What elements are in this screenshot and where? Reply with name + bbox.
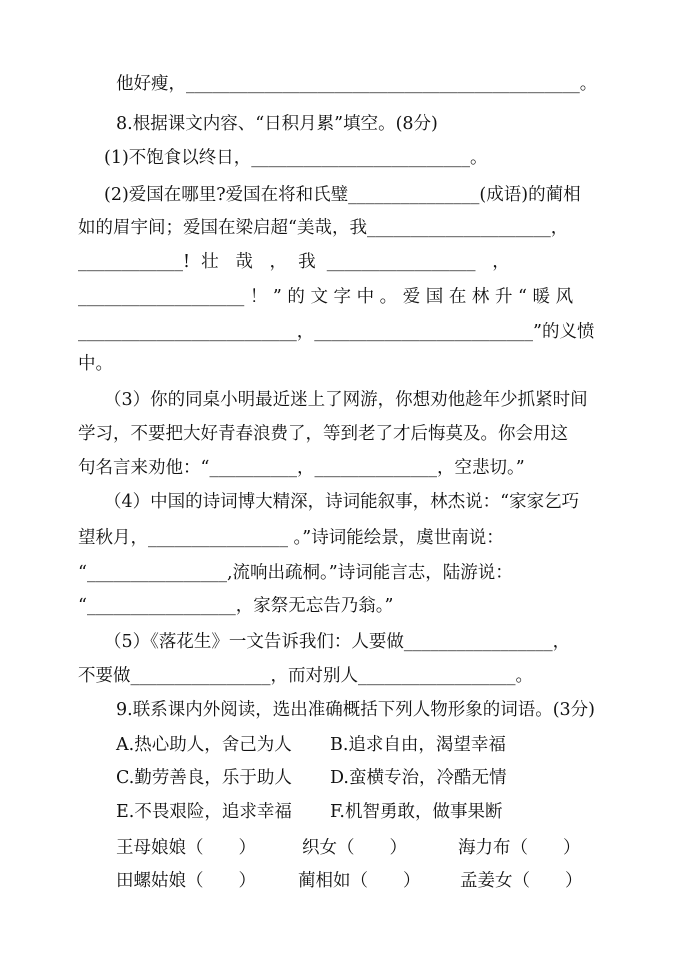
text-line: 中。 [78,354,113,374]
text-line: ___________________ ！ ” 的 文 字 中 。 爱 国 在 林 升 “ 暖 风 [78,287,574,307]
match-linxiangru: 蔺相如（ ） [298,871,421,891]
text-line: 学习，不要把大好青春浪费了，等到老了才后悔莫及。你会用这 [78,424,568,444]
match-tianluo: 田螺姑娘（ ） [116,871,256,891]
option-d: D.蛮横专治，冷酷无情 [330,768,507,788]
text-line: 不要做________________，而对别人__________________。 [78,666,533,686]
match-hailibu: 海力布（ ） [458,838,581,858]
text-line: “_________________，家祭无忘告乃翁。” [78,596,394,616]
question-9-heading: 9.联系课内外阅读，选出准确概括下列人物形象的词语。(3分) [116,700,595,720]
option-f: F.机智勇敢，做事果断 [330,802,503,822]
option-c: C.勤劳善良，乐于助人 [116,768,292,788]
text-line: “________________,流响出疏桐。”诗词能言志，陆游说： [78,563,513,583]
text-line: 句名言来劝他：“__________，______________，空悲切。” [78,458,525,478]
text-line: （5）《落花生》一文告诉我们：人要做_________________， [104,632,571,652]
match-zhinv: 织女（ ） [302,838,407,858]
text-line: 他好瘦，_____________________________________________。 [116,74,598,94]
text-line: （4）中国的诗词博大精深，诗词能叙事，林杰说：“家家乞巧 [104,492,580,512]
text-line: (1)不饱食以终日，_________________________。 [104,148,488,168]
question-8-heading: 8.根据课文内容、“日积月累”填空。(8分) [116,114,438,134]
text-line: _________________________，_________________________”的义愤 [78,322,595,342]
text-line: ____________! 壮 哉 ， 我 _________________ ， [78,252,510,272]
option-a: A.热心助人，舍己为人 [116,735,292,755]
text-line: (2)爱国在哪里?爱国在将和氏璧_______________(成语)的蔺相 [104,185,581,205]
match-mengjiangnv: 孟姜女（ ） [460,871,583,891]
text-line: 如的眉宇间；爱国在梁启超“美哉，我_____________________， [78,218,569,238]
option-b: B.追求自由，渴望幸福 [330,735,506,755]
option-e: E.不畏艰险，追求幸福 [116,802,292,822]
match-wangmu: 王母娘娘（ ） [116,838,256,858]
text-line: 望秋月，________________ 。”诗词能绘景，虞世南说： [78,528,504,548]
text-line: （3）你的同桌小明最近迷上了网游，你想劝他趁年少抓紧时间 [104,390,588,410]
